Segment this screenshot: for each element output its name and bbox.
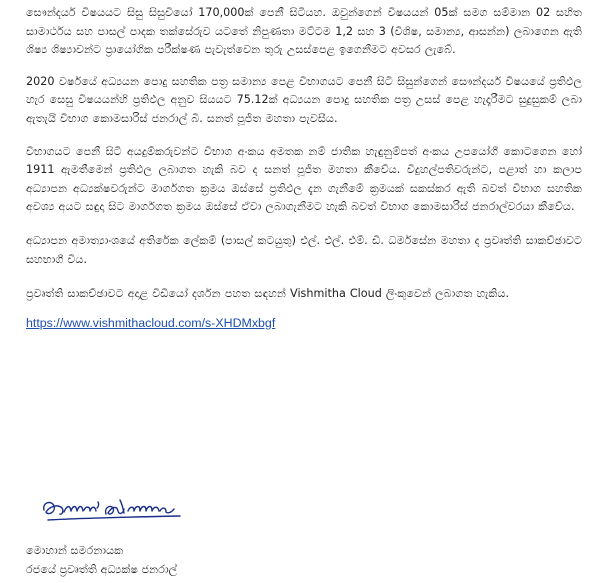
signatory-title: රජයේ ප්‍රවෘත්ති අධ්‍යක්ෂ ජනරාල්	[26, 563, 178, 576]
paragraph-aesthetics-results: සෞන්දර්ය විෂයයට සිසු සිසුවියෝ 170,000ක් පෙනී සිටියහ. ඔවුන්ගෙන් විෂයයන් 05ක් සමග සම්මාන 02 සහිත සාමාර්ථය සහ පාසල් පාදක තක්සේරුව යටතේ නිපුණතා මට්ටම 1,2 සහ 3 (විශිෂ, සමාන්‍ය, ආසන්න) ලබාගෙන ඇති ශිෂ්‍ය ශිෂ්‍යාවන්ට ප්‍රායෝගික පරීක්ෂණ පැවැත්වෙන තුරු උසස්පෙළ ඉගෙනීමට අවසර ලැබේ.	[26, 6, 582, 57]
handwritten-signature	[40, 492, 188, 528]
video-link[interactable]: https://www.vishmithacloud.com/s-XHDMxbgf	[26, 315, 276, 330]
paragraph-video-link-intro: ප්‍රවෘත්ති සාකච්ඡාවට අදාළ වීඩියෝ දර්ශන පහත සඳහන් Vishmitha Cloud ලිංකුවෙන් ලබාගත හැකිය.	[26, 287, 510, 301]
paragraph-results-access: විභාගයට පෙනී සිටි අයදුම්කරුවන්ට විභාග අංකය අමතක නම් ජාතික හැඳුනුම්පත් අංකය උපයෝගී කොටගෙන හෝ 1911 ඇමතීමෙන් ප්‍රතිඵල ලබාගත හැකි බව ද සනත් පූජිත මහතා කීවේය. විදුහල්පතිවරුන්ට, පළාත් හා කලාප අධ්‍යාපන අධ්‍යක්ෂවරුන්ට මාර්ගගත ක්‍රමය ඔස්සේ ප්‍රතිඵල දැන ගැනීමේ ක්‍රමයක් සකස්කර ඇති බවත් විභාග සහතික අවශ්‍ය අයට සඳුදා සිට මාර්ගගත ක්‍රමය ඔස්සේ ඒවා ලබාගැනීමට හැකි බවත් විභාග කොමසාරිස් ජනරාල්වරයා කීවේය.	[26, 144, 582, 214]
press-release-body	[26, 4, 582, 332]
paragraph-ol-pass-rate: 2020 වර්ෂයේ අධ්‍යයන පොදු සහතික පත්‍ර සමාන්‍ය පෙළ විභාගයට පෙනී සිටි සිසුන්ගෙන් සෞන්දර්ය විෂයයේ ප්‍රතිඵල හැර සෙසු විෂයයන්හි ප්‍රතිඵල අනුව සියයට 75.12ක් අධ්‍යයන පොදු සහතික පත්‍ර උසස් පෙළ හැදෑරීමට සුදුසුකම් ලබා ඇතැයි විභාග කොමසාරිස් ජනරාල් බී. සනත් පූජිත මහතා පැවසීය.	[26, 74, 582, 125]
signatory-name: මොහාන් සමරනායක	[26, 544, 124, 557]
paragraph-attendance: අධ්‍යාපන අමාත්‍යාංශයේ අතිරේක ලේකම් (පාසල් කටයුතු) එල්. එල්. එම්. ඩී. ධර්මසේන මහතා ද ප්‍රවෘත්ති සාකච්ඡාවට සහභාගී විය.	[26, 233, 582, 266]
